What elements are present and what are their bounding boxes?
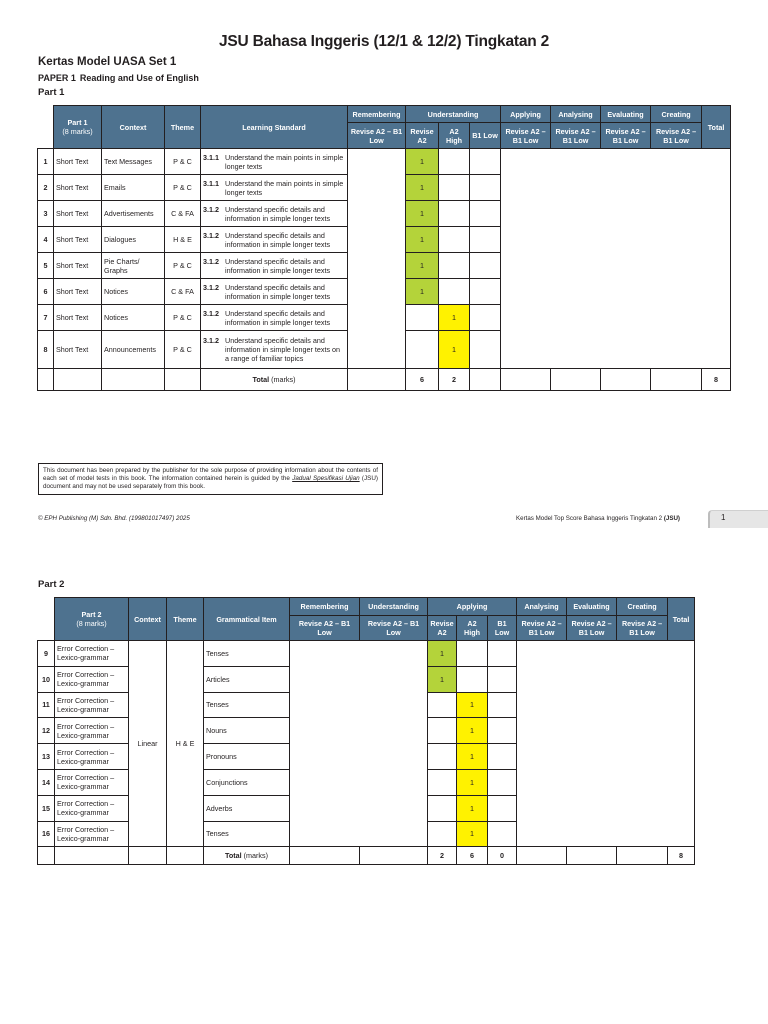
standard-text: Understand the main points in simple longer texts [225, 178, 344, 197]
standard-code: 3.1.2 [203, 204, 219, 214]
b1-low-cell [488, 744, 517, 770]
learning-standard-cell [201, 253, 348, 279]
document-title: JSU Bahasa Inggeris (12/1 & 12/2) Tingkatan 2 [218, 33, 550, 50]
standard-text: Understand specific details and information in simple longer texts [225, 230, 331, 249]
header-understanding: Understanding [360, 598, 428, 616]
item-type: Error Correction – Lexico-grammar [55, 769, 129, 795]
context-cell: Notices [102, 305, 165, 331]
grammatical-item-cell: Tenses [204, 692, 290, 718]
a2-high-cell [457, 641, 488, 667]
subtitle: Kertas Model UASA Set 1 [38, 56, 177, 68]
standard-code: 3.1.2 [203, 308, 219, 318]
revise-a2-cell: 1 [406, 149, 439, 175]
grammatical-item-cell: Articles [204, 666, 290, 692]
a2-high-cell [439, 227, 470, 253]
subheader-applying: Revise A2 – B1 Low [501, 123, 551, 149]
higher-order-cells [517, 641, 695, 847]
revise-a2-cell: 1 [406, 175, 439, 201]
theme-cell: H & E [167, 641, 204, 847]
revise-a2-cell: 1 [406, 201, 439, 227]
revise-a2-cell: 1 [406, 253, 439, 279]
learning-standard-cell [201, 227, 348, 253]
b1-low-cell [488, 795, 517, 821]
remembering-cell [348, 149, 406, 369]
subheader-analysing: Revise A2 – B1 Low [517, 616, 567, 641]
row-number: 9 [38, 641, 55, 667]
header-part [55, 598, 129, 641]
header-remembering: Remembering [290, 598, 360, 616]
b1-low-cell [470, 201, 501, 227]
paper-label: PAPER 1 [38, 73, 76, 83]
blank-corner [38, 106, 54, 149]
grammatical-item-cell: Pronouns [204, 744, 290, 770]
context-cell: Advertisements [102, 201, 165, 227]
item-type: Error Correction – Lexico-grammar [55, 666, 129, 692]
row-number: 8 [38, 331, 54, 369]
b1-low-cell [470, 149, 501, 175]
standard-text: Understand specific details and information in simple longer texts [225, 308, 331, 327]
total-revise-a2: 2 [428, 847, 457, 865]
revise-a2-cell: 1 [406, 227, 439, 253]
revise-a2-cell [428, 718, 457, 744]
part2-total-row [38, 847, 695, 865]
subheader-remembering: Revise A2 – B1 Low [348, 123, 406, 149]
item-type: Short Text [54, 331, 102, 369]
part2-label: Part 2 [38, 579, 65, 590]
standard-code: 3.1.2 [203, 230, 219, 240]
b1-low-cell [488, 821, 517, 847]
b1-low-cell [488, 641, 517, 667]
higher-order-cells [501, 149, 731, 369]
subheader-creating: Revise A2 – B1 Low [617, 616, 668, 641]
header-context: Context [129, 598, 167, 641]
part1-label: Part 1 [38, 87, 65, 98]
a2-high-cell: 1 [457, 692, 488, 718]
header-part-marks: (8 marks) [76, 619, 107, 628]
revise-a2-cell [428, 744, 457, 770]
subheader-remembering: Revise A2 – B1 Low [290, 616, 360, 641]
item-type: Error Correction – Lexico-grammar [55, 718, 129, 744]
theme-cell: P & C [165, 253, 201, 279]
header-learning-standard: Learning Standard [201, 106, 348, 149]
a2-high-cell [439, 253, 470, 279]
total-a2-high: 6 [457, 847, 488, 865]
total-unit: (marks) [243, 851, 268, 861]
revise-a2-cell [428, 821, 457, 847]
header-applying: Applying [428, 598, 517, 616]
standard-text: Understand specific details and information in simple longer texts [225, 256, 331, 275]
disclaimer-italic: Jadual Spesifikasi Ujian [292, 475, 360, 482]
theme-cell: C & FA [165, 201, 201, 227]
subheader-creating: Revise A2 – B1 Low [651, 123, 702, 149]
context-cell: Linear [129, 641, 167, 847]
total-unit: (marks) [271, 375, 296, 384]
part2-row [38, 641, 695, 667]
subheader-a2-high: A2 High [457, 616, 488, 641]
header-part-label: Part 1 [67, 118, 88, 127]
header-total: Total [668, 598, 695, 641]
a2-high-cell: 1 [439, 331, 470, 369]
row-number: 11 [38, 692, 55, 718]
b1-low-cell [470, 279, 501, 305]
row-number: 5 [38, 253, 54, 279]
part1-row [38, 149, 731, 175]
a2-high-cell: 1 [457, 769, 488, 795]
theme-cell: P & C [165, 149, 201, 175]
page-tab [708, 510, 768, 528]
standard-text: Understand specific details and information in simple longer texts [225, 204, 331, 223]
header-analysing: Analysing [517, 598, 567, 616]
standard-code: 3.1.1 [203, 152, 219, 162]
standard-text: Understand specific details and information in simple longer texts [225, 282, 331, 301]
footer-jsu: (JSU) [663, 515, 680, 522]
theme-cell: P & C [165, 305, 201, 331]
header-understanding: Understanding [406, 106, 501, 123]
row-number: 13 [38, 744, 55, 770]
total-label [204, 847, 290, 865]
context-cell: Announcements [102, 331, 165, 369]
a2-high-cell: 1 [457, 821, 488, 847]
header-part-marks: (8 marks) [62, 127, 93, 136]
revise-a2-cell [428, 692, 457, 718]
total-revise-a2: 6 [406, 369, 439, 391]
header-part [54, 106, 102, 149]
b1-low-cell [470, 331, 501, 369]
grand-total: 8 [668, 847, 695, 865]
row-number: 4 [38, 227, 54, 253]
grammatical-item-cell: Conjunctions [204, 769, 290, 795]
part1-table [37, 105, 731, 391]
part2-table [37, 597, 695, 865]
part1-total-row [38, 369, 731, 391]
row-number: 3 [38, 201, 54, 227]
b1-low-cell [488, 692, 517, 718]
context-cell: Pie Charts/ Graphs [102, 253, 165, 279]
subheader-evaluating: Revise A2 – B1 Low [601, 123, 651, 149]
b1-low-cell [470, 175, 501, 201]
item-type: Error Correction – Lexico-grammar [55, 641, 129, 667]
grammatical-item-cell: Nouns [204, 718, 290, 744]
standard-code: 3.1.2 [203, 282, 219, 292]
row-number: 14 [38, 769, 55, 795]
a2-high-cell [439, 149, 470, 175]
row-number: 7 [38, 305, 54, 331]
disclaimer-text: This document has been prepared by the publisher for the sole purpose of providing information about the contents of each set of model tests in this book. The information contained herein is guided by the [43, 467, 378, 482]
subheader-evaluating: Revise A2 – B1 Low [567, 616, 617, 641]
header-remembering: Remembering [348, 106, 406, 123]
context-cell: Text Messages [102, 149, 165, 175]
subheader-b1-low: B1 Low [470, 123, 501, 149]
standard-code: 3.1.2 [203, 256, 219, 266]
revise-a2-cell [428, 795, 457, 821]
b1-low-cell [470, 253, 501, 279]
header-creating: Creating [617, 598, 668, 616]
a2-high-cell: 1 [457, 795, 488, 821]
grammatical-item-cell: Adverbs [204, 795, 290, 821]
header-applying: Applying [501, 106, 551, 123]
header-theme: Theme [165, 106, 201, 149]
a2-high-cell [439, 279, 470, 305]
row-number: 12 [38, 718, 55, 744]
a2-high-cell [457, 666, 488, 692]
item-type: Error Correction – Lexico-grammar [55, 821, 129, 847]
revise-a2-cell [406, 305, 439, 331]
total-b1-low: 0 [488, 847, 517, 865]
standard-text: Understand specific details and information in simple longer texts on a range of familiar topics [225, 336, 341, 363]
row-number: 15 [38, 795, 55, 821]
a2-high-cell: 1 [457, 718, 488, 744]
grammatical-item-cell: Tenses [204, 821, 290, 847]
row-number: 10 [38, 666, 55, 692]
row-number: 1 [38, 149, 54, 175]
remembering-understanding-cells [290, 641, 428, 847]
header-grammatical-item: Grammatical Item [204, 598, 290, 641]
learning-standard-cell [201, 201, 348, 227]
subheader-revise-a2: Revise A2 [406, 123, 439, 149]
blank-corner [38, 598, 55, 641]
header-analysing: Analysing [551, 106, 601, 123]
revise-a2-cell: 1 [428, 641, 457, 667]
context-cell: Notices [102, 279, 165, 305]
context-cell: Dialogues [102, 227, 165, 253]
item-type: Short Text [54, 305, 102, 331]
grand-total: 8 [702, 369, 731, 391]
item-type: Short Text [54, 201, 102, 227]
item-type: Error Correction – Lexico-grammar [55, 744, 129, 770]
revise-a2-cell: 1 [428, 666, 457, 692]
item-type: Error Correction – Lexico-grammar [55, 795, 129, 821]
page-number: 1 [721, 513, 726, 522]
copyright: © EPH Publishing (M) Sdn. Bhd. (199801017497) 2025 [38, 515, 190, 522]
item-type: Short Text [54, 279, 102, 305]
header-theme: Theme [167, 598, 204, 641]
learning-standard-cell [201, 175, 348, 201]
b1-low-cell [488, 666, 517, 692]
b1-low-cell [488, 718, 517, 744]
theme-cell: P & C [165, 331, 201, 369]
footer-book-title [516, 515, 680, 522]
header-evaluating: Evaluating [601, 106, 651, 123]
learning-standard-cell [201, 149, 348, 175]
theme-cell: H & E [165, 227, 201, 253]
subheader-understanding: Revise A2 – B1 Low [360, 616, 428, 641]
paper-name: Reading and Use of English [79, 73, 199, 83]
revise-a2-cell [406, 331, 439, 369]
disclaimer-box [38, 463, 383, 495]
subheader-analysing: Revise A2 – B1 Low [551, 123, 601, 149]
subheader-b1-low: B1 Low [488, 616, 517, 641]
item-type: Error Correction – Lexico-grammar [55, 692, 129, 718]
a2-high-cell [439, 175, 470, 201]
b1-low-cell [470, 227, 501, 253]
b1-low-cell [470, 305, 501, 331]
subheader-a2-high: A2 High [439, 123, 470, 149]
header-creating: Creating [651, 106, 702, 123]
theme-cell: P & C [165, 175, 201, 201]
standard-code: 3.1.2 [203, 336, 219, 345]
disclaimer-text-end: (JSU) document and may not be used separately from this book. [43, 475, 378, 490]
a2-high-cell [439, 201, 470, 227]
revise-a2-cell [428, 769, 457, 795]
header-total: Total [702, 106, 731, 149]
subheader-revise-a2: Revise A2 [428, 616, 457, 641]
standard-code: 3.1.1 [203, 178, 219, 188]
header-context: Context [102, 106, 165, 149]
footer-book: Kertas Model Top Score Bahasa Inggeris Tingkatan 2 [516, 515, 663, 522]
row-number: 2 [38, 175, 54, 201]
row-number: 16 [38, 821, 55, 847]
item-type: Short Text [54, 175, 102, 201]
row-number: 6 [38, 279, 54, 305]
a2-high-cell: 1 [439, 305, 470, 331]
standard-text: Understand the main points in simple longer texts [225, 152, 344, 171]
total-label-text: Total [252, 375, 270, 384]
total-label-text: Total [225, 851, 242, 861]
item-type: Short Text [54, 227, 102, 253]
learning-standard-cell [201, 305, 348, 331]
item-type: Short Text [54, 149, 102, 175]
total-label [201, 369, 348, 391]
theme-cell: C & FA [165, 279, 201, 305]
header-part-label: Part 2 [81, 610, 102, 619]
item-type: Short Text [54, 253, 102, 279]
header-evaluating: Evaluating [567, 598, 617, 616]
total-a2-high: 2 [439, 369, 470, 391]
context-cell: Emails [102, 175, 165, 201]
paper-line [38, 73, 203, 83]
b1-low-cell [488, 769, 517, 795]
revise-a2-cell: 1 [406, 279, 439, 305]
learning-standard-cell [201, 279, 348, 305]
learning-standard-cell [201, 331, 348, 369]
a2-high-cell: 1 [457, 744, 488, 770]
grammatical-item-cell: Tenses [204, 641, 290, 667]
